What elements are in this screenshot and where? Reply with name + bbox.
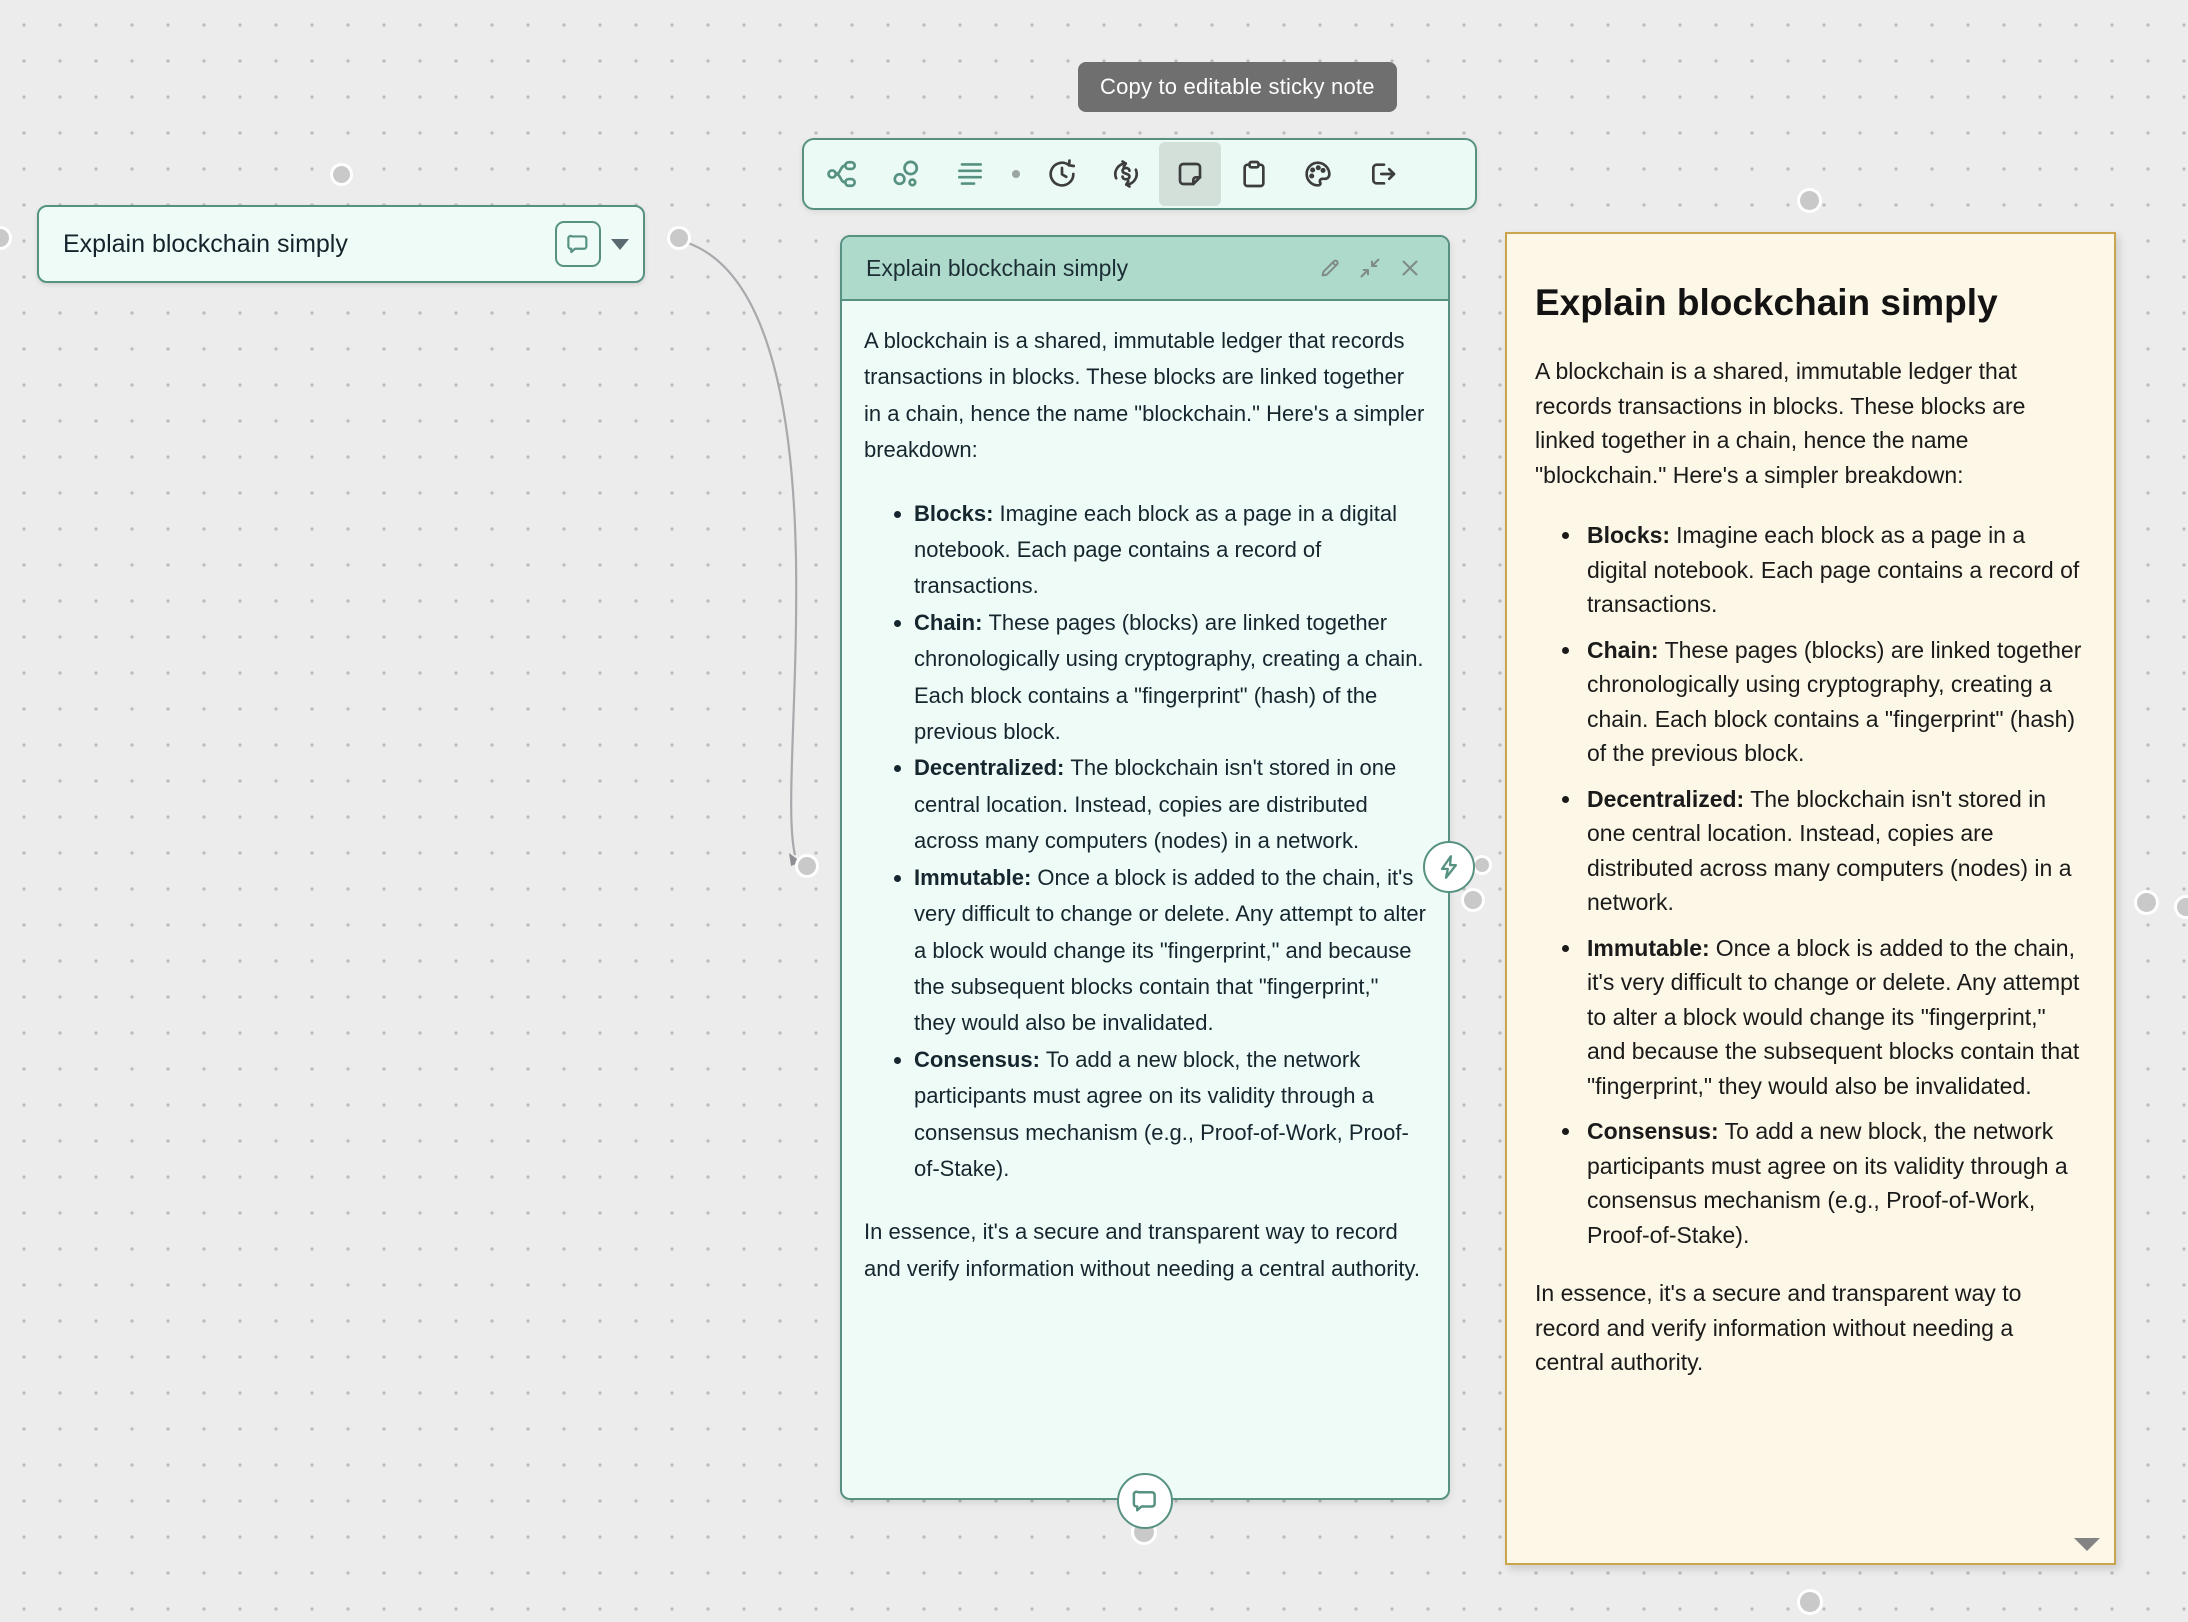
prompt-node[interactable] [37,205,645,283]
list-icon [954,158,986,190]
comment-bubble-icon [565,231,591,257]
sticky-intro: A blockchain is a shared, immutable ledger that records transactions in blocks. These blocks are linked together in a chain, hence the name "blockchain." Here's a simpler breakdown: [1535,358,2026,488]
sticky-note[interactable] [1505,232,2116,1565]
list-item: • Consensus: To add a new block, the network participants must agree on its validity through a consensus mechanism (e.g., Proof-of-Work, Proof-of-Stake). [914,1042,1426,1188]
tooltip-text: Copy to editable sticky note [1100,74,1375,99]
clipboard-icon [1238,158,1270,190]
export-tool-button[interactable] [1351,142,1413,206]
chevron-down-icon[interactable] [611,239,629,250]
card-bullet-list [864,496,1426,1188]
prompt-text[interactable]: Explain blockchain simply [63,229,348,258]
response-card-title: Explain blockchain simply [866,254,1129,281]
resize-handle-icon[interactable] [2074,1538,2100,1551]
list-item: • Immutable: Once a block is added to the chain, it's very difficult to change or delete. Any attempt to alter a block would change its "fingerprint," and because the subsequent blocks contain that "fingerprint," they would also be invalidated. [1583,931,2086,1104]
connection-dot[interactable] [2177,898,2188,916]
history-tool-button[interactable] [1031,142,1093,206]
sticky-outro: In essence, it's a secure and transparent way to record and verify information without needing a central authority. [1535,1280,2022,1375]
close-button[interactable] [1390,248,1430,288]
collapse-icon [1358,256,1382,280]
card-intro: A blockchain is a shared, immutable ledger that records transactions in blocks. These blocks are linked together in a chain, hence the name "blockchain." Here's a simpler breakdown: [864,328,1425,463]
bubbles-icon [890,158,922,190]
connection-dot[interactable] [798,857,816,875]
list-item: • Chain: These pages (blocks) are linked together chronologically using cryptography, creating a chain. Each block contains a "fingerprint" (hash) of the previous block. [1583,633,2086,771]
export-icon [1366,158,1398,190]
node-toolbar [802,138,1477,210]
comment-bubble-button[interactable] [1117,1473,1173,1529]
list-item: • Blocks: Imagine each block as a page in a digital notebook. Each page contains a record of transactions. [914,496,1426,605]
clipboard-tool-button[interactable] [1223,142,1285,206]
sticky-note-tool-button[interactable] [1159,142,1221,206]
response-card[interactable] [840,235,1450,1500]
history-icon [1046,158,1078,190]
tooltip [1078,62,1397,112]
list-item: • Blocks: Imagine each block as a page in a digital notebook. Each page contains a record of transactions. [1583,518,2086,622]
list-item: • Immutable: Once a block is added to the chain, it's very difficult to change or delete. Any attempt to alter a block would change its "fingerprint," and because the subsequent blocks contain that "fingerprint," they would also be invalidated. [914,860,1426,1042]
connection-dot[interactable] [1800,191,1819,210]
pencil-icon [1318,256,1342,280]
regenerate-tool-button[interactable] [1095,142,1157,206]
connection-dot[interactable] [333,166,350,183]
sticky-bullet-list [1535,518,2086,1252]
branch-icon [826,158,858,190]
connection-dot[interactable] [1475,858,1489,872]
list-tool-button[interactable] [939,142,1001,206]
card-outro: In essence, it's a secure and transparent way to record and verify information without needing a central authority. [864,1219,1421,1281]
connection-dot[interactable] [1800,1592,1820,1612]
sticky-note-body[interactable] [1535,354,2086,1380]
branch-tool-button[interactable] [811,142,873,206]
connection-dot[interactable] [670,229,688,247]
list-item: • Chain: These pages (blocks) are linked together chronologically using cryptography, creating a chain. Each block contains a "fingerprint" (hash) of the previous block. [914,605,1426,751]
generate-button[interactable] [1423,841,1475,893]
palette-icon [1302,158,1334,190]
response-card-header[interactable] [842,237,1448,301]
comment-bubble-icon [1130,1486,1160,1516]
regenerate-icon [1110,158,1142,190]
list-item: • Decentralized: The blockchain isn't stored in one central location. Instead, copies are distributed across many computers (nodes) in a network. [1583,782,2086,920]
bubbles-tool-button[interactable] [875,142,937,206]
close-icon [1398,256,1422,280]
connection-dot[interactable] [1464,891,1482,909]
toolbar-separator-dot [1012,170,1020,178]
comment-toggle-button[interactable] [555,221,601,267]
collapse-button[interactable] [1350,248,1390,288]
connection-dot[interactable] [2137,893,2156,912]
edit-button[interactable] [1310,248,1350,288]
palette-tool-button[interactable] [1287,142,1349,206]
sticky-note-icon [1174,158,1206,190]
lightning-icon [1435,853,1463,881]
connection-dot[interactable] [0,229,9,247]
response-card-body [842,301,1448,1287]
sticky-note-title[interactable]: Explain blockchain simply [1535,282,1998,323]
list-item: • Consensus: To add a new block, the network participants must agree on its validity through a consensus mechanism (e.g., Proof-of-Work, Proof-of-Stake). [1583,1114,2086,1252]
list-item: • Decentralized: The blockchain isn't stored in one central location. Instead, copies are distributed across many computers (nodes) in a network. [914,750,1426,859]
